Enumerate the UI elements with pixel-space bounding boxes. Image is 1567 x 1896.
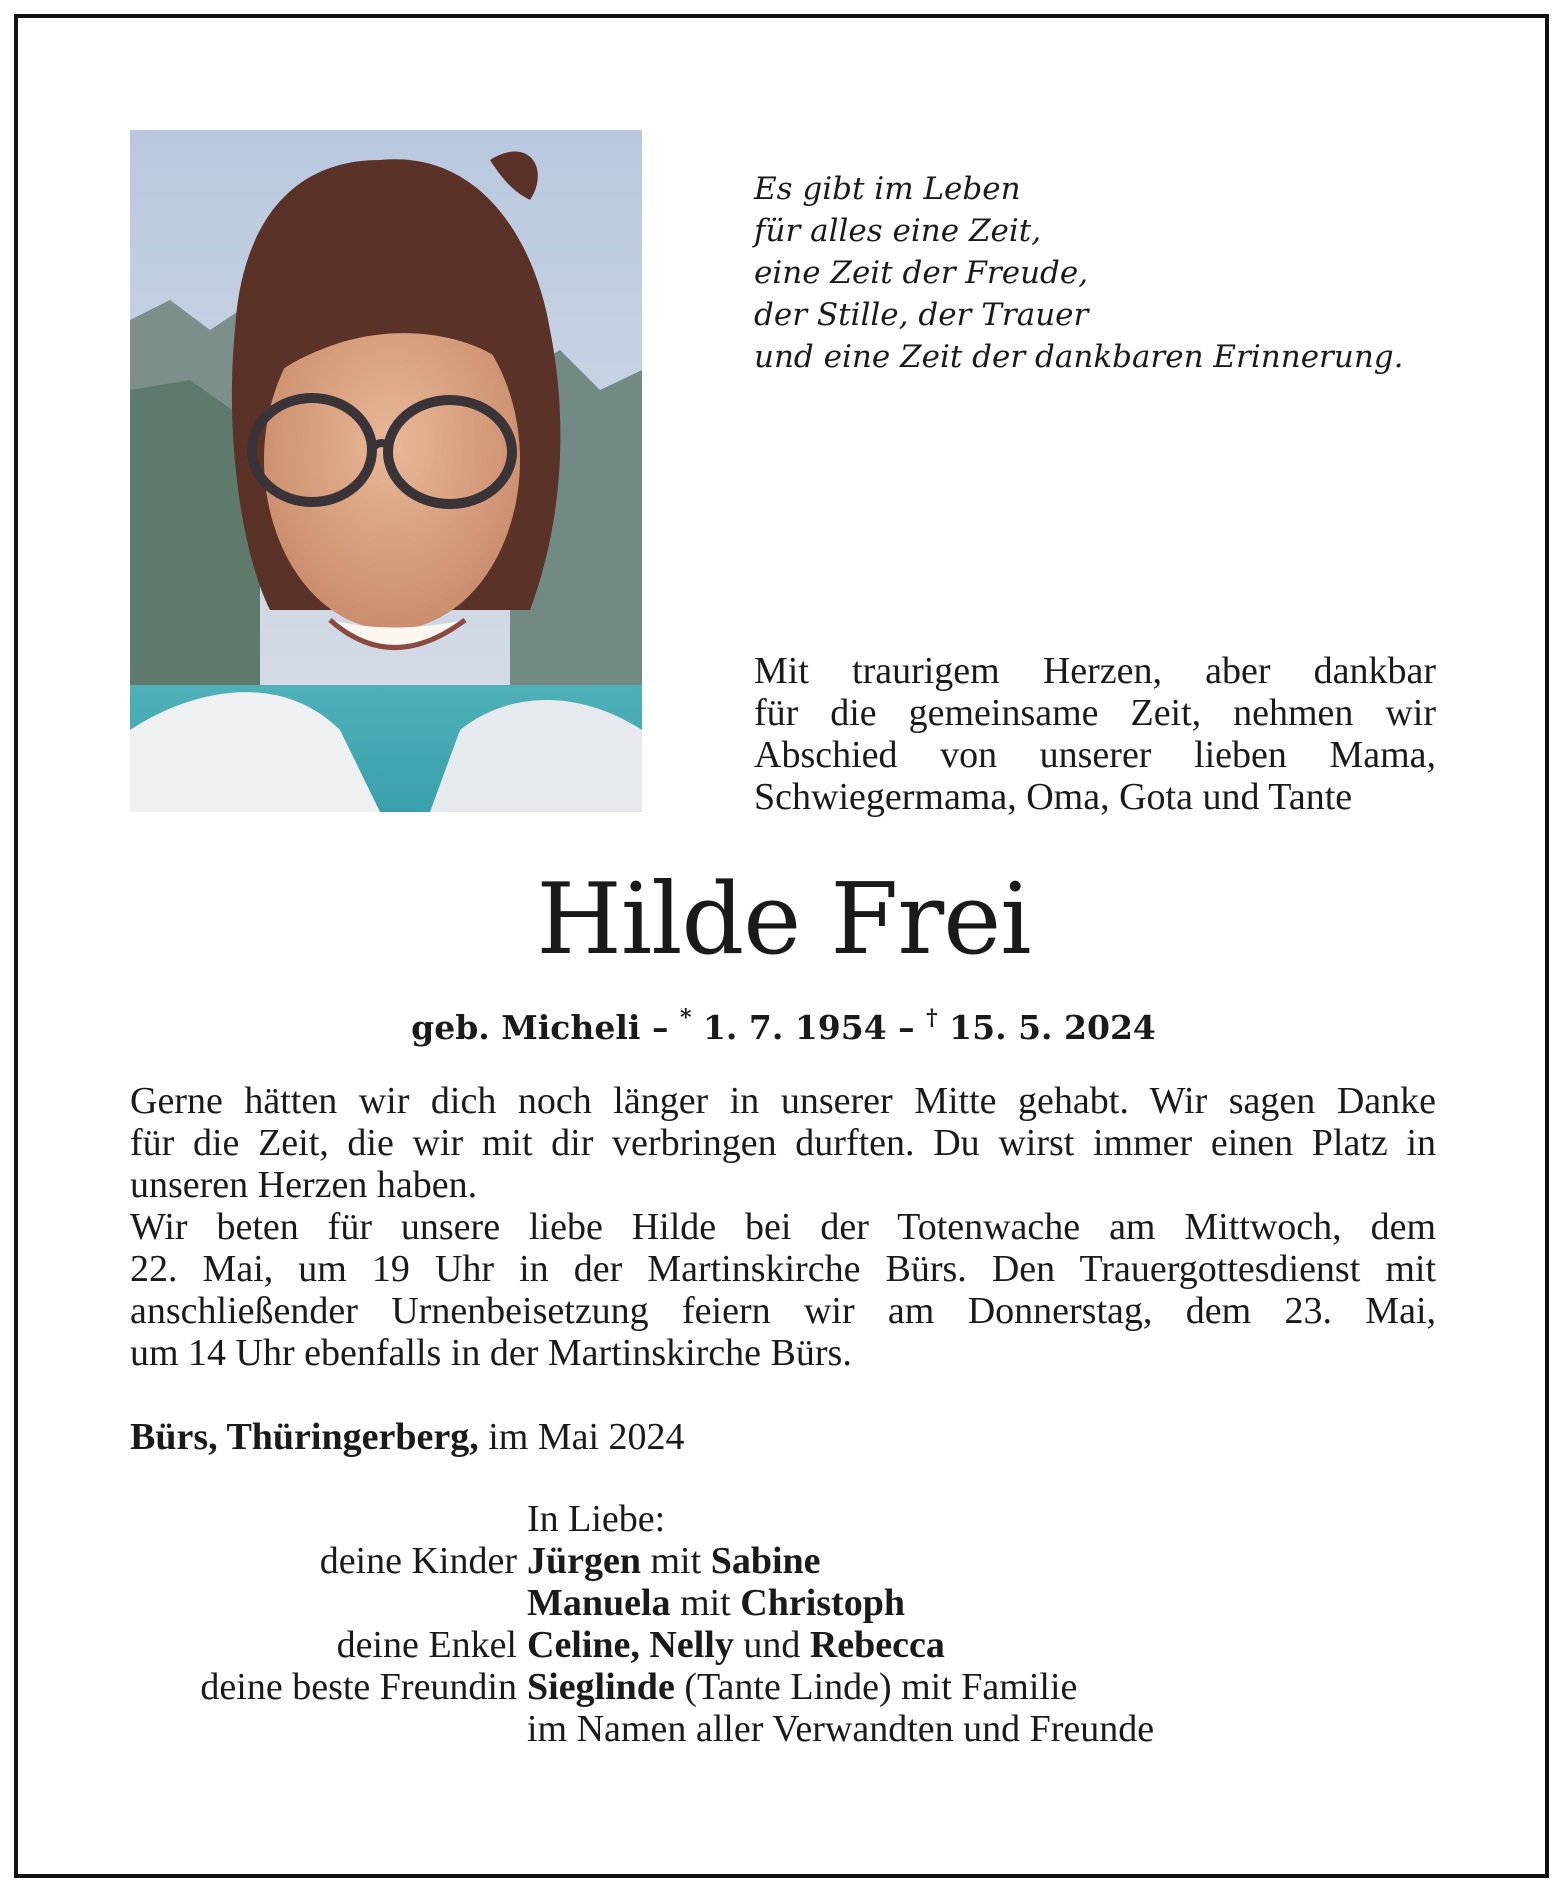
- mourner-name: Rebecca: [809, 1624, 945, 1666]
- death-date: 15. 5. 2024: [937, 1008, 1156, 1047]
- relation-label: deine Kinder: [319, 1540, 517, 1582]
- deceased-name: Hilde Frei: [536, 863, 1031, 977]
- connector: mit: [641, 1540, 711, 1582]
- place-location: Bürs, Thüringerberg,: [130, 1416, 479, 1458]
- mourners-row: [0, 1666, 1567, 1708]
- intro-line: Schwiegermama, Oma, Gota und Tante: [754, 776, 1353, 818]
- body-line: um 14 Uhr ebenfalls in der Martinskirche Bürs.: [130, 1332, 852, 1374]
- mourner-name: Christoph: [740, 1582, 905, 1624]
- poem-line: der Stille, der Trauer: [754, 297, 1089, 333]
- connector: mit: [670, 1582, 741, 1624]
- place-and-date: [130, 1416, 685, 1458]
- mourner-names: [527, 1624, 945, 1666]
- body-line: unseren Herzen haben.: [130, 1164, 478, 1206]
- mourner-name: Sieglinde: [527, 1666, 675, 1708]
- body-line: Wir beten für unsere liebe Hilde bei der Totenwache am Mittwoch, dem: [130, 1206, 1436, 1248]
- relation-label: deine Enkel: [336, 1624, 517, 1666]
- born-name: geb. Micheli: [411, 1008, 641, 1047]
- poem: [754, 168, 1454, 378]
- birth-star-icon: *: [679, 1005, 692, 1031]
- body-line: anschließender Urnenbeisetzung feiern wir am Donnerstag, dem 23. Mai,: [130, 1290, 1436, 1332]
- connector: und: [733, 1624, 810, 1666]
- mourner-names: [527, 1582, 905, 1624]
- birth-date: 1. 7. 1954: [691, 1008, 887, 1047]
- mourner-name: Sabine: [710, 1540, 821, 1582]
- mourner-names: [527, 1540, 821, 1582]
- body-line: 22. Mai, um 19 Uhr in der Martinskirche Bürs. Den Trauergottesdienst mit: [130, 1248, 1436, 1290]
- poem-line: eine Zeit der Freude,: [754, 255, 1089, 291]
- life-dates: [0, 998, 1567, 1050]
- mourners-row: [0, 1582, 1567, 1624]
- body-text: [130, 1080, 1436, 1374]
- mourner-name: Celine, Nelly: [527, 1624, 734, 1666]
- dash: –: [640, 1008, 680, 1047]
- place-date: im Mai 2024: [478, 1416, 685, 1458]
- mourner-names: [527, 1666, 1077, 1708]
- intro-line: für die gemeinsame Zeit, nehmen wir: [754, 692, 1436, 734]
- mourner-name: Jürgen: [527, 1540, 641, 1582]
- poem-line: Es gibt im Leben: [754, 171, 1021, 207]
- mourners-heading-row: [0, 1498, 1567, 1540]
- mourners-row: [0, 1540, 1567, 1582]
- dash: –: [886, 1008, 927, 1047]
- intro-line: Mit traurigem Herzen, aber dankbar: [754, 650, 1436, 692]
- mourners-closing: im Namen aller Verwandten und Freunde: [527, 1708, 1155, 1750]
- body-line: Gerne hätten wir dich noch länger in unserer Mitte gehabt. Wir sagen Danke: [130, 1080, 1436, 1122]
- portrait-photo: [130, 130, 642, 812]
- mourners-heading: In Liebe:: [527, 1498, 666, 1540]
- mourners-row: [0, 1624, 1567, 1666]
- mourners-list: [0, 1498, 1567, 1750]
- death-cross-icon: †: [926, 1005, 938, 1031]
- poem-line: für alles eine Zeit,: [754, 213, 1042, 249]
- intro-line: Abschied von unserer lieben Mama,: [754, 734, 1436, 776]
- relation-label: deine beste Freundin: [200, 1666, 517, 1708]
- mourners-row: [0, 1708, 1567, 1750]
- intro-paragraph: [754, 650, 1436, 818]
- body-line: für die Zeit, die wir mit dir verbringen durften. Du wirst immer einen Platz in: [130, 1122, 1436, 1164]
- poem-line: und eine Zeit der dankbaren Erinnerung.: [754, 339, 1404, 375]
- connector: (Tante Linde) mit Familie: [674, 1666, 1078, 1708]
- mourner-name: Manuela: [527, 1582, 671, 1624]
